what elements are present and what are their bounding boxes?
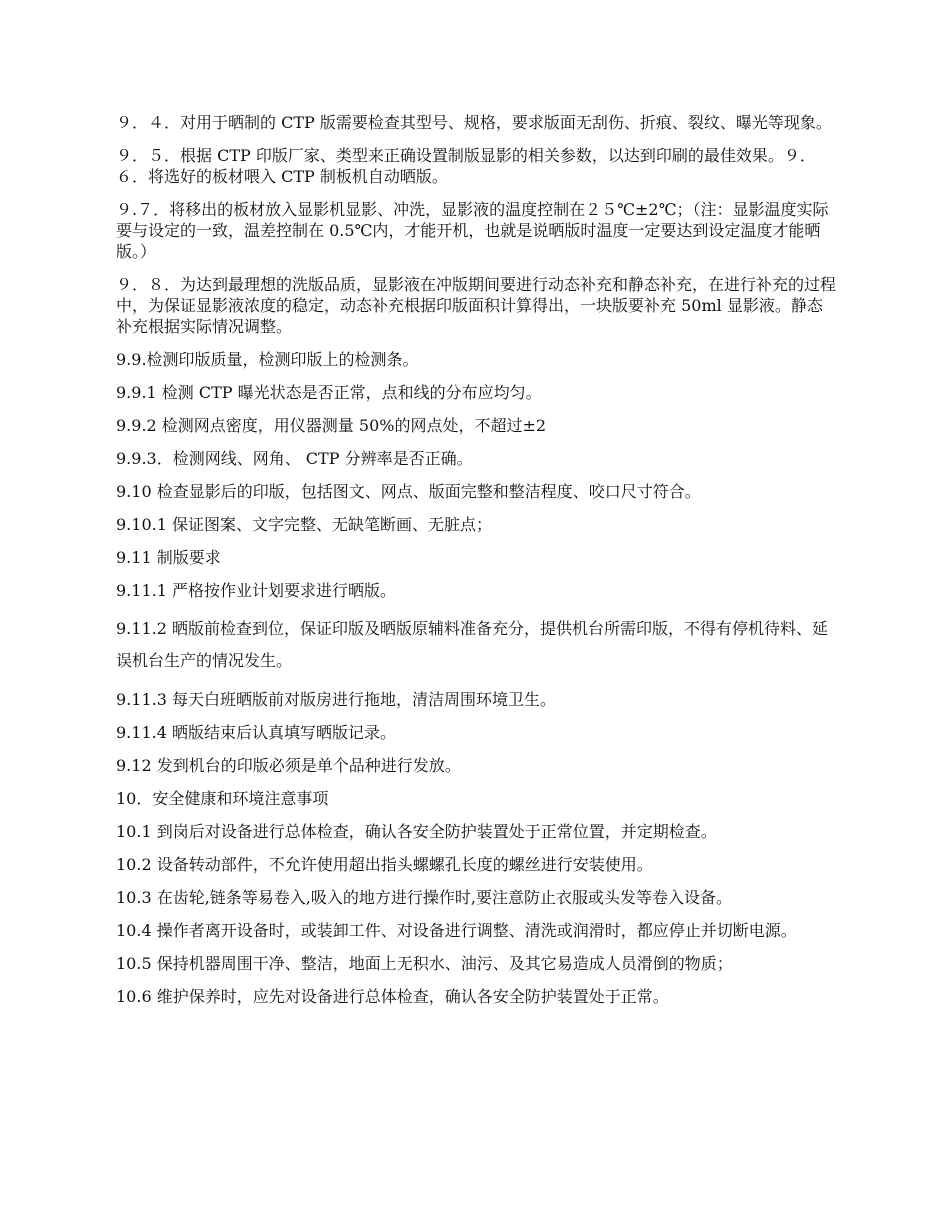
paragraph-9-11-3: 9.11.3 每天白班晒版前对版房进行拖地，清洁周围环境卫生。 (116, 690, 556, 709)
paragraph-9-9-2: 9.9.2 检测网点密度，用仪器测量 50%的网点处，不超过±2 (116, 416, 547, 435)
paragraph-9-10: 9.10 检查显影后的印版，包括图文、网点、版面完整和整洁程度、咬口尺寸符合。 (116, 482, 701, 501)
paragraph-10-1: 10.1 到岗后对设备进行总体检查，确认各安全防护装置处于正常位置，并定期检查。 (116, 822, 717, 841)
paragraph-10-5: 10.5 保持机器周围干净、整洁，地面上无积水、油污、及其它易造成人员滑倒的物质； (116, 954, 733, 973)
paragraph-9-4: ９．４．对用于晒制的 CTP 版需要检查其型号、规格，要求版面无刮伤、折痕、裂纹、曝光等现象。 (116, 113, 832, 132)
paragraph-9-7: ９.７．将移出的板材放入显影机显影、冲洗，显影液的温度控制在２５℃±2℃；（注：显影温度实际要与设定的一致，温差控制在 0.5℃内，才能开机，也就是说晒版时温度一定要达到设定温度才能晒版。） (116, 200, 829, 261)
paragraph-9-11: 9.11 制版要求 (116, 548, 221, 567)
paragraph-9-11-4: 9.11.4 晒版结束后认真填写晒版记录。 (116, 723, 396, 742)
paragraph-10-3: 10.3 在齿轮,链条等易卷入,吸入的地方进行操作时,要注意防止衣服或头发等卷入设备。 (116, 888, 732, 907)
paragraph-9-8: ９．８．为达到最理想的洗版品质，显影液在冲版期间要进行动态补充和静态补充，在进行补充的过程中，为保证显影液浓度的稳定，动态补充根据印版面积计算得出，一块版要补充 50ml 显影液。静态补充根据实际情况调整。 (116, 275, 837, 336)
document-body (116, 112, 836, 1019)
paragraph-9-12: 9.12 发到机台的印版必须是单个品种进行发放。 (116, 756, 461, 775)
section-heading-10: 10．安全健康和环境注意事项 (116, 789, 329, 808)
paragraph-9-5: ９．５．根据 CTP 印版厂家、类型来正确设置制版显影的相关参数，以达到印刷的最佳效果。９．６．将选好的板材喂入 CTP 制板机自动晒版。 (116, 146, 816, 186)
paragraph-9-10-1: 9.10.1 保证图案、文字完整、无缺笔断画、无脏点； (116, 515, 492, 534)
paragraph-10-6: 10.6 维护保养时，应先对设备进行总体检查，确认各安全防护装置处于正常。 (116, 987, 669, 1006)
paragraph-9-9-1: 9.9.1 检测 CTP 曝光状态是否正常，点和线的分布应均匀。 (116, 383, 542, 402)
paragraph-9-11-1: 9.11.1 严格按作业计划要求进行晒版。 (116, 581, 396, 600)
paragraph-9-9-3: 9.9.3．检测网线、网角、 CTP 分辨率是否正确。 (116, 449, 473, 468)
paragraph-9-11-2: 9.11.2 晒版前检查到位，保证印版及晒版原辅料准备充分，提供机台所需印版，不得有停机待料、延误机台生产的情况发生。 (116, 619, 828, 670)
paragraph-10-4: 10.4 操作者离开设备时，或装卸工件、对设备进行调整、清洗或润滑时，都应停止并切断电源。 (116, 921, 797, 940)
paragraph-9-9: 9.9.检测印版质量，检测印版上的检测条。 (116, 350, 419, 369)
paragraph-10-2: 10.2 设备转动部件，不允许使用超出指头螺螺孔长度的螺丝进行安装使用。 (116, 855, 653, 874)
